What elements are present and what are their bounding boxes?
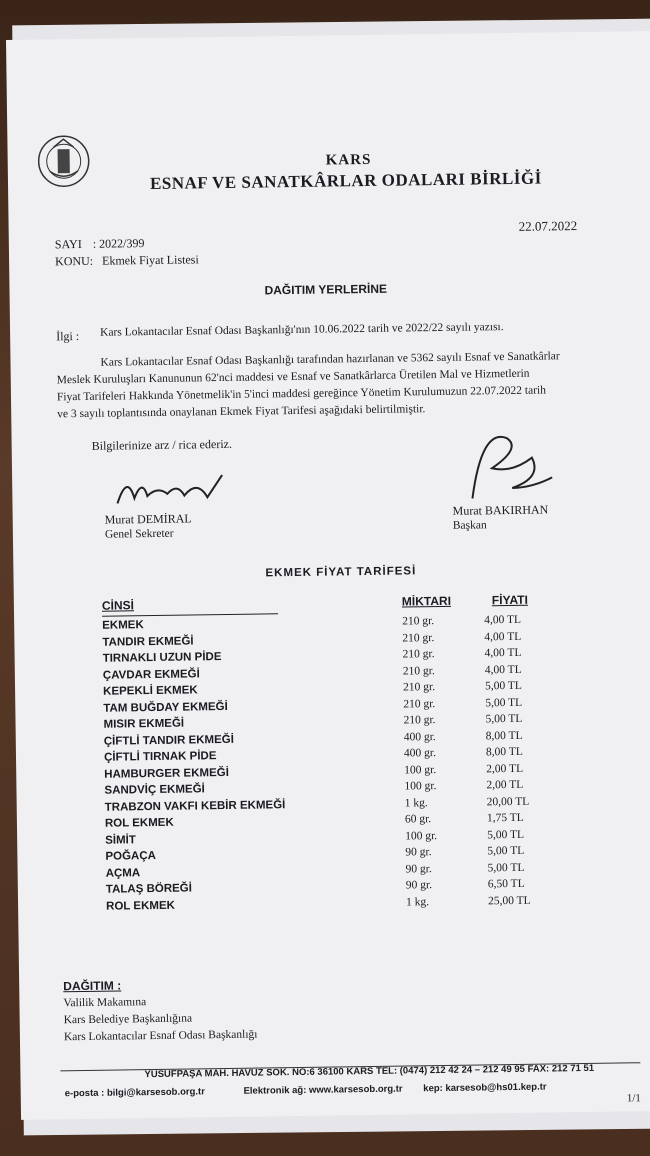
product-amount: 60 gr. bbox=[404, 813, 432, 826]
product-amount: 210 gr. bbox=[402, 631, 435, 645]
product-name: TALAŞ BÖREĞİ bbox=[105, 882, 192, 896]
footer-address: YUSUFPAŞA MAH. HAVUZ SOK. NO:6 36100 KARS TEL: (0474) 212 42 24 – 212 49 95 FAX: 212 71 51 bbox=[144, 1062, 595, 1081]
footer-email: e-posta : bilgi@karsesob.org.tr bbox=[64, 1086, 205, 1100]
distribution-heading: DAĞITIM YERLERİNE bbox=[264, 281, 388, 298]
closing-line: Bilgilerinize arz / rica ederiz. bbox=[91, 436, 233, 453]
product-name: SANDVİÇ EKMEĞİ bbox=[104, 783, 205, 797]
product-name: ROL EKMEK bbox=[104, 816, 174, 830]
tariff-title: EKMEK FİYAT TARİFESİ bbox=[265, 565, 417, 580]
header-city: KARS bbox=[325, 151, 372, 169]
ilgi-text: Kars Lokantacılar Esnaf Odası Başkanlığı'nın 10.06.2022 tarih ve 2022/22 sayılı yazısı. bbox=[100, 321, 504, 339]
product-price: 1,75 TL bbox=[486, 811, 524, 825]
product-amount: 400 gr. bbox=[403, 730, 436, 744]
sayi-value: : 2022/399 bbox=[92, 236, 145, 251]
column-header-type: CİNSİ bbox=[101, 598, 135, 613]
chamber-seal-logo bbox=[35, 131, 92, 196]
product-name: MISIR EKMEĞİ bbox=[103, 717, 185, 731]
product-amount: 100 gr. bbox=[404, 763, 437, 777]
product-amount: 210 gr. bbox=[402, 681, 436, 694]
product-price: 4,00 TL bbox=[484, 663, 522, 676]
product-price: 5,00 TL bbox=[484, 679, 522, 693]
distribution-item: Kars Lokantacılar Esnaf Odası Başkanlığı bbox=[63, 1028, 258, 1044]
product-name: ROL EKMEK bbox=[106, 899, 175, 913]
reference-number bbox=[55, 236, 145, 252]
product-price: 4,00 TL bbox=[484, 646, 522, 660]
product-name: AÇMA bbox=[105, 866, 141, 880]
product-price: 4,00 TL bbox=[484, 630, 522, 643]
product-price: 5,00 TL bbox=[487, 828, 525, 841]
product-price: 5,00 TL bbox=[487, 844, 525, 858]
konu-label: KONU: bbox=[54, 253, 94, 269]
column-underline bbox=[102, 613, 278, 616]
page-number: 1/1 bbox=[626, 1092, 641, 1105]
product-amount: 210 gr. bbox=[403, 697, 436, 711]
product-price: 4,00 TL bbox=[484, 613, 522, 627]
ilgi-label: İlgi : bbox=[56, 329, 80, 344]
footer-kep: kep: karsesob@hs01.kep.tr bbox=[423, 1081, 547, 1095]
document-page bbox=[6, 31, 650, 1120]
signatory-title: Genel Sekreter bbox=[104, 527, 174, 541]
body-line: Fiyat Tarifeleri Hakkında Yönetmelik'in 5'inci maddesi gereğince Yönetim Kurulumuzun 22.07.2022 tarih bbox=[56, 384, 547, 404]
product-amount: 90 gr. bbox=[405, 879, 433, 892]
product-amount: 210 gr. bbox=[402, 648, 435, 661]
product-name: TIRNAKLI UZUN PİDE bbox=[102, 651, 222, 665]
signature-right bbox=[451, 417, 562, 509]
product-amount: 1 kg. bbox=[404, 796, 428, 810]
subject-line bbox=[55, 252, 199, 269]
product-amount: 210 gr. bbox=[402, 664, 435, 678]
product-price: 5,00 TL bbox=[485, 712, 523, 726]
body-line: ve 3 sayılı toplantısında onaylanan Ekmek Fiyat Tarifesi aşağıdaki belirtilmiştir. bbox=[57, 403, 426, 421]
product-price: 20,00 TL bbox=[486, 795, 530, 808]
product-name: ÇİFTLİ TIRNAK PİDE bbox=[103, 750, 217, 764]
product-price: 5,00 TL bbox=[485, 696, 523, 709]
product-price: 6,50 TL bbox=[487, 877, 525, 891]
product-price: 25,00 TL bbox=[487, 894, 531, 907]
document-date: 22.07.2022 bbox=[518, 218, 578, 234]
product-amount: 100 gr. bbox=[405, 829, 438, 843]
product-price: 2,00 TL bbox=[486, 778, 524, 792]
product-amount: 90 gr. bbox=[405, 846, 432, 859]
product-name: TANDIR EKMEĞİ bbox=[102, 634, 194, 649]
product-price: 5,00 TL bbox=[487, 861, 525, 874]
product-name: KEPEKLİ EKMEK bbox=[103, 684, 198, 698]
body-line: Kars Lokantacılar Esnaf Odası Başkanlığı tarafından hazırlanan ve 5362 sayılı Esnaf ve Sanatkârlar bbox=[100, 350, 560, 369]
column-header-amount: MİKTARI bbox=[401, 593, 452, 609]
product-name: HAMBURGER EKMEĞİ bbox=[104, 766, 229, 781]
product-name: ÇAVDAR EKMEĞİ bbox=[102, 667, 200, 682]
signatory-name: Murat DEMİRAL bbox=[104, 511, 192, 527]
distribution-item: Kars Belediye Başkanlığına bbox=[63, 1012, 193, 1027]
product-name: SİMİT bbox=[105, 833, 136, 847]
product-name: TAM BUĞDAY EKMEĞİ bbox=[103, 700, 228, 715]
product-name: TRABZON VAKFI KEBİR EKMEĞİ bbox=[104, 798, 286, 814]
product-price: 8,00 TL bbox=[485, 729, 523, 742]
footer-web: Elektronik ağ: www.karsesob.org.tr bbox=[243, 1083, 403, 1097]
konu-value: Ekmek Fiyat Listesi bbox=[101, 252, 199, 268]
column-header-price: FİYATI bbox=[491, 592, 528, 608]
product-amount: 210 gr. bbox=[403, 714, 436, 727]
product-amount: 1 kg. bbox=[405, 895, 430, 908]
distribution-item: Valilik Makamına bbox=[63, 996, 147, 1010]
header-organization: ESNAF VE SANATKÂRLAR ODALARI BİRLİĞİ bbox=[149, 168, 542, 194]
product-name: EKMEK bbox=[102, 619, 144, 632]
product-amount: 100 gr. bbox=[404, 780, 437, 793]
product-name: ÇİFTLİ TANDIR EKMEĞİ bbox=[103, 733, 234, 748]
signatory-title: Başkan bbox=[452, 519, 487, 532]
product-amount: 90 gr. bbox=[405, 862, 432, 876]
footer-contacts bbox=[65, 1082, 547, 1100]
sayi-label: SAYI bbox=[54, 236, 82, 252]
product-amount: 400 gr. bbox=[403, 747, 437, 760]
product-price: 8,00 TL bbox=[485, 745, 523, 759]
product-amount: 210 gr. bbox=[402, 615, 435, 628]
body-line: Meslek Kuruluşları Kanununun 62'nci maddesi ve Esnaf ve Sanatkârlarca Üretilen Mal ve Hizmetlerin bbox=[56, 367, 530, 387]
distribution-label: DAĞITIM : bbox=[63, 978, 122, 994]
signatory-name: Murat BAKIRHAN bbox=[452, 502, 549, 518]
product-name: POĞAÇA bbox=[105, 849, 156, 863]
product-price: 2,00 TL bbox=[486, 762, 524, 775]
signature-left bbox=[112, 467, 233, 509]
